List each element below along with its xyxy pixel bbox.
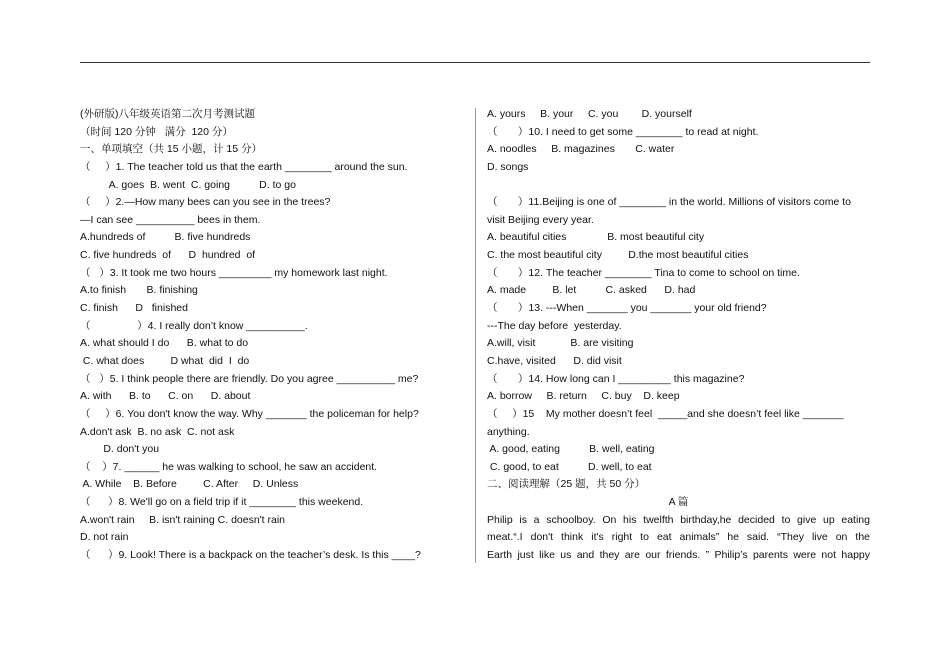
answer-options: A. with B. to C. on D. about [80, 390, 251, 403]
answer-options: C. finish D finished [80, 302, 188, 315]
question-line: （ ）3. It took me two hours _________ my homework last night. [80, 266, 388, 279]
exam-title: (外研版)八年级英语第二次月考测试题 [80, 108, 255, 120]
answer-options: A.won't rain B. isn't raining C. doesn't rain [80, 513, 286, 526]
answer-options: A.will, visit B. are visiting [487, 337, 634, 350]
answer-options: A. beautiful cities B. most beautiful city [487, 231, 705, 244]
question-line: —I can see __________ bees in them. [80, 213, 261, 226]
answer-options: A. yours B. your C. you D. yourself [487, 108, 692, 120]
answer-options: C. five hundreds of D hundred of [80, 249, 256, 262]
question-line: （ ）5. I think people there are friendly. Do you agree __________ me? [80, 372, 419, 385]
question-line: （ ）12. The teacher ________ Tina to come to school on time. [487, 266, 800, 279]
answer-options: A.don't ask B. no ask C. not ask [80, 425, 235, 438]
section-heading: 一、单项填空（共 15 小题，计 15 分） [80, 143, 263, 156]
answer-options: A. goes B. went C. going D. to go [80, 178, 296, 191]
question-line: （ ）7. ______ he was walking to school, he saw an accident. [80, 460, 378, 473]
question-line: anything. [487, 425, 530, 438]
answer-options: C. the most beautiful city D.the most beautiful cities [487, 249, 749, 262]
question-line: （ ）8. We'll go on a field trip if it ________ this weekend. [80, 496, 364, 509]
answer-options: D. songs [487, 160, 529, 173]
passage-line: Philip is a schoolboy. On his twelfth birthday,he decided to give up eating [487, 513, 870, 526]
answer-options: A.to finish B. finishing [80, 284, 198, 297]
answer-options: A. While B. Before C. After D. Unless [80, 478, 299, 491]
question-line: （ ）11.Beijing is one of ________ in the world. Millions of visitors come to [487, 196, 851, 209]
right-column [487, 106, 870, 565]
answer-options: A. noodles B. magazines C. water [487, 143, 675, 156]
question-line: （ ）14. How long can I _________ this magazine? [487, 372, 745, 385]
question-line: （ ）4. I really don’t know __________. [80, 319, 308, 332]
exam-meta: （时间 120 分钟 满分 120 分） [80, 125, 233, 138]
header-rule [80, 62, 870, 63]
passage-line: Earth just like us and they are our friends. ” Philip’s parents were not happy [487, 549, 870, 562]
passage-line: meat.“.I don't think it's right to eat animals” he said. “They live on the [487, 531, 870, 544]
question-line: （ ）2.—How many bees can you see in the trees? [80, 196, 331, 209]
left-column [80, 106, 465, 565]
answer-options: A. good, eating B. well, eating [487, 443, 655, 456]
answer-options: D. don't you [80, 443, 160, 456]
answer-options: C.have, visited D. did visit [487, 354, 622, 367]
answer-options: C. good, to eat D. well, to eat [487, 460, 652, 473]
question-line: （ ）1. The teacher told us that the earth ________ around the sun. [80, 160, 408, 173]
question-line: ---The day before yesterday. [487, 319, 622, 332]
passage-heading: A 篇 [668, 496, 689, 509]
answer-options: C. what does D what did I do [80, 354, 250, 367]
spacer [487, 177, 870, 195]
answer-options: A. made B. let C. asked D. had [487, 284, 696, 297]
question-line: （ ）6. You don't know the way. Why _______ the policeman for help? [80, 407, 419, 420]
question-line: （ ）9. Look! There is a backpack on the teacher’s desk. Is this ____? [80, 549, 421, 562]
answer-options: D. not rain [80, 531, 129, 544]
section-heading: 二、阅读理解（25 题，共 50 分） [487, 478, 646, 491]
question-line: visit Beijing every year. [487, 213, 594, 226]
column-divider [475, 108, 476, 563]
answer-options: A. borrow B. return C. buy D. keep [487, 390, 680, 403]
answer-options: A. what should I do B. what to do [80, 337, 249, 350]
answer-options: A.hundreds of B. five hundreds [80, 231, 251, 244]
question-line: （ ）10. I need to get some ________ to read at night. [487, 125, 759, 138]
question-line: （ ）15 My mother doesn’t feel _____and she doesn’t feel like _______ [487, 407, 844, 420]
question-line: （ ）13. ---When _______ you _______ your old friend? [487, 302, 767, 315]
